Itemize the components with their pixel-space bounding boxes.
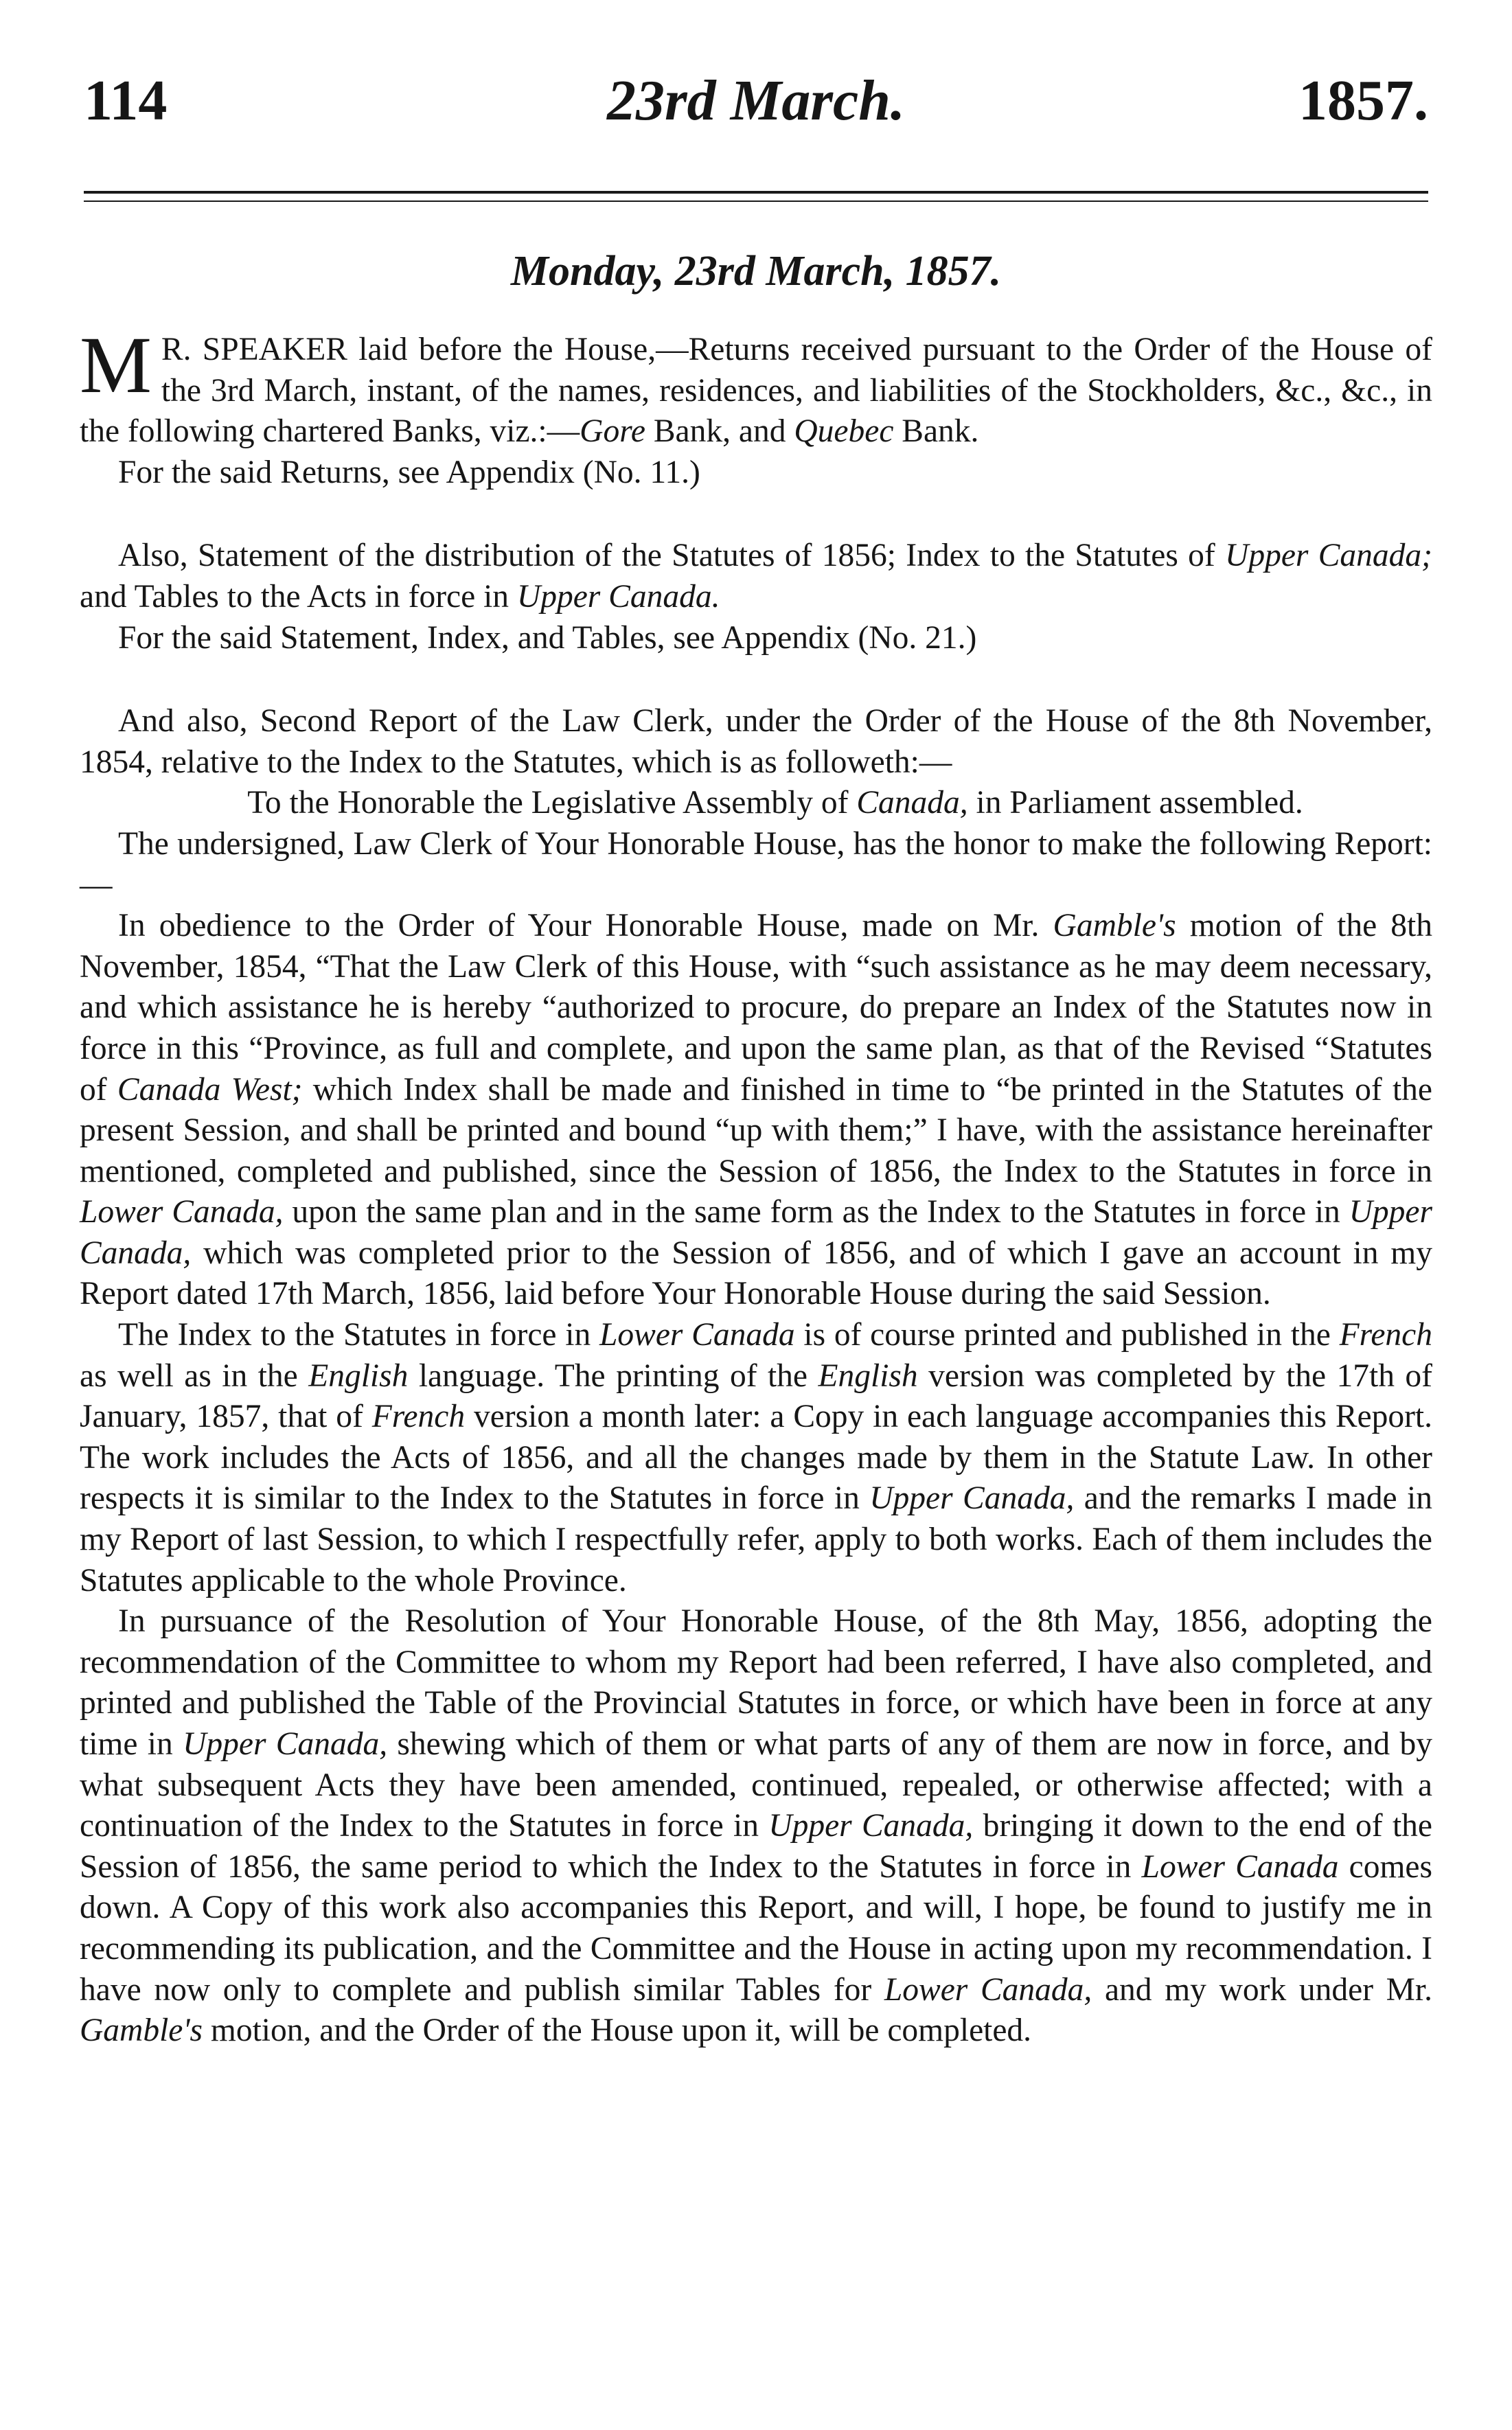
header-year: 1857. — [1298, 69, 1428, 133]
paragraph-law-clerk-report: And also, Second Report of the Law Clerk, under the Order of the House of the 8th November, 1854, relative to the Index to the Statutes, which is as followeth:— — [80, 703, 1432, 780]
date-heading: Monday, 23rd March, 1857. — [510, 248, 1002, 295]
page-header — [84, 67, 1428, 150]
header-rule-thin — [84, 200, 1428, 202]
running-title: 23rd March. — [606, 69, 906, 133]
paragraph-returns-appendix: For the said Returns, see Appendix (No. 11.) — [118, 454, 700, 490]
paragraph-resolution: In pursuance of the Resolution of Your Honorable House, of the 8th May, 1856, adopting the recommendation of the Committee to whom my Report had been referred, I have also completed, and printed and published the Table of the Provincial Statutes in force, or which have been in force at any time in Upper Canada, shewing which of them or what parts of any of them are now in force, and by what subsequent Acts they have been amended, continued, repealed, or otherwise affected; with a continuation of the Index to the Statutes in force in Upper Canada, bringing it down to the end of the Session of 1856, the same period to which the Index to the Statutes in force in Lower Canada comes down. A Copy of this work also accompanies this Report, and will, I hope, be found to justify me in recommending its publication, and the Committee and the House in acting upon my recommendation. I have now only to complete and publish similar Tables for Lower Canada, and my work under Mr. Gamble's motion, and the Order of the House upon it, will be completed. — [80, 1603, 1433, 2049]
paragraph-index-lower-canada: The Index to the Statutes in force in Lower Canada is of course printed and published in the French as well as in the English language. The printing of the English version was completed by the 17th of January, 1857, that of French version a month later: a Copy in each language accompanies this Report. The work includes the Acts of 1856, and all the changes made by them in the Statute Law. In other respects it is similar to the Index to the Statutes in force in Upper Canada, and the remarks I made in my Report of last Session, to which I respectfully refer, apply to both works. Each of them includes the Statutes applicable to the whole Province. — [80, 1317, 1432, 1598]
journal-body — [80, 320, 1433, 2052]
header-rule-thick — [84, 191, 1428, 194]
paragraph-obedience: In obedience to the Order of Your Honorable House, made on Mr. Gamble's motion of the 8th November, 1854, “That the Law Clerk of this House, with “such assistance as he may deem necessary, and which assistance he is hereby “authorized to procure, do prepare an Index of the Statutes now in force in this “Province, as full and complete, and upon the same plan, as that of the Revised “Statutes of Canada West; which Index shall be made and finished in time to “be printed in the Statutes of the present Session, and shall be printed and bound “up with them;” I have, with the assistance hereinafter mentioned, completed and published, since the Session of 1856, the Index to the Statutes in force in Lower Canada, upon the same plan and in the same form as the Index to the Statutes in force in Upper Canada, which was completed prior to the Session of 1856, and of which I gave an account in my Report dated 17th March, 1856, laid before Your Honorable House during the said Session. — [80, 908, 1433, 1312]
paragraph-undersigned: The undersigned, Law Clerk of Your Honorable House, has the honor to make the following Report:— — [80, 825, 1432, 903]
drop-cap: M — [80, 320, 152, 410]
paragraph-address: To the Honorable the Legislative Assembly of Canada, in Parliament assembled. — [247, 785, 1303, 821]
paragraph-returns: M R. SPEAKER laid before the House,—Returns received pursuant to the Order of the House of the 3rd March, instant, of the names, residences, and liabilities of the Stockholders, &c., &c., in the following chartered Banks, viz.:—Gore Bank, and Quebec Bank. — [80, 320, 1432, 450]
paragraph-statement: Also, Statement of the distribution of the Statutes of 1856; Index to the Statutes of Upper Canada; and Tables to the Acts in force in Upper Canada. — [80, 538, 1432, 615]
page-number: 114 — [84, 69, 168, 133]
paragraph-statement-appendix: For the said Statement, Index, and Tables, see Appendix (No. 21.) — [118, 619, 977, 656]
